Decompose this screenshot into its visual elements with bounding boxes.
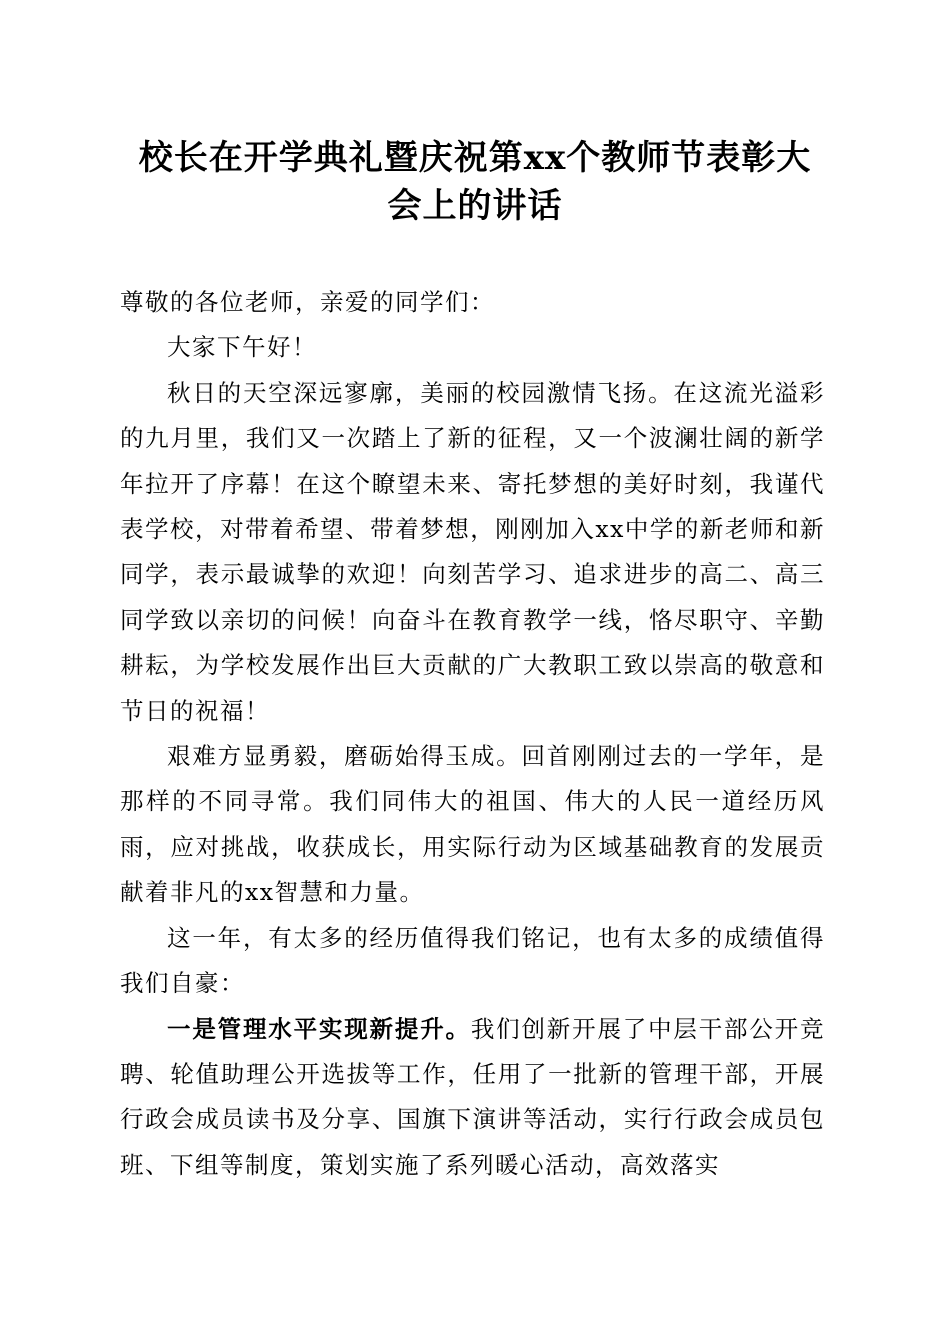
- paragraph-3: 这一年，有太多的经历值得我们铭记，也有太多的成绩值得我们自豪：: [120, 923, 825, 998]
- paragraph-1: 秋日的天空深远寥廓，美丽的校园激情飞扬。在这流光溢彩的九月里，我们又一次踏上了新的征程，又一个波澜壮阔的新学年拉开了序幕！在这个瞭望未来、寄托梦想的美好时刻，我谨代表学校，对带着希望、带着梦想，刚刚加入xx中学的新老师和新同学，表示最诚挚的欢迎！向刻苦学习、追求进步的高二、高三同学致以亲切的问候！向奋斗在教育教学一线，恪尽职守、辛勤耕耘，为学校发展作出巨大贡献的广大教职工致以崇高的敬意和节日的祝福！: [120, 378, 825, 725]
- paragraph-4: [120, 1007, 825, 1189]
- paragraph-4-text: 我们创新开展了中层干部公开竞聘、轮值助理公开选拔等工作，任用了一批新的管理干部，开展行政会成员读书及分享、国旗下演讲等活动，实行行政会成员包班、下组等制度，策划实施了系列暖心活动，高效落实: [120, 1014, 826, 1179]
- title-line-2: 会上的讲话: [387, 186, 563, 226]
- paragraph-2: 艰难方显勇毅，磨砺始得玉成。回首刚刚过去的一学年，是那样的不同寻常。我们同伟大的祖国、伟大的人民一道经历风雨，应对挑战，收获成长，用实际行动为区域基础教育的发展贡献着非凡的xx智慧和力量。: [120, 742, 825, 907]
- paragraph-4-lead: 一是管理水平实现新提升。: [167, 1014, 471, 1043]
- greeting: 大家下午好！: [167, 333, 317, 362]
- document-title: [110, 134, 840, 230]
- salutation: 尊敬的各位老师，亲爱的同学们：: [120, 288, 495, 316]
- document-body: [120, 280, 825, 1188]
- title-line-1: 校长在开学典礼暨庆祝第xx个教师节表彰大: [138, 138, 812, 178]
